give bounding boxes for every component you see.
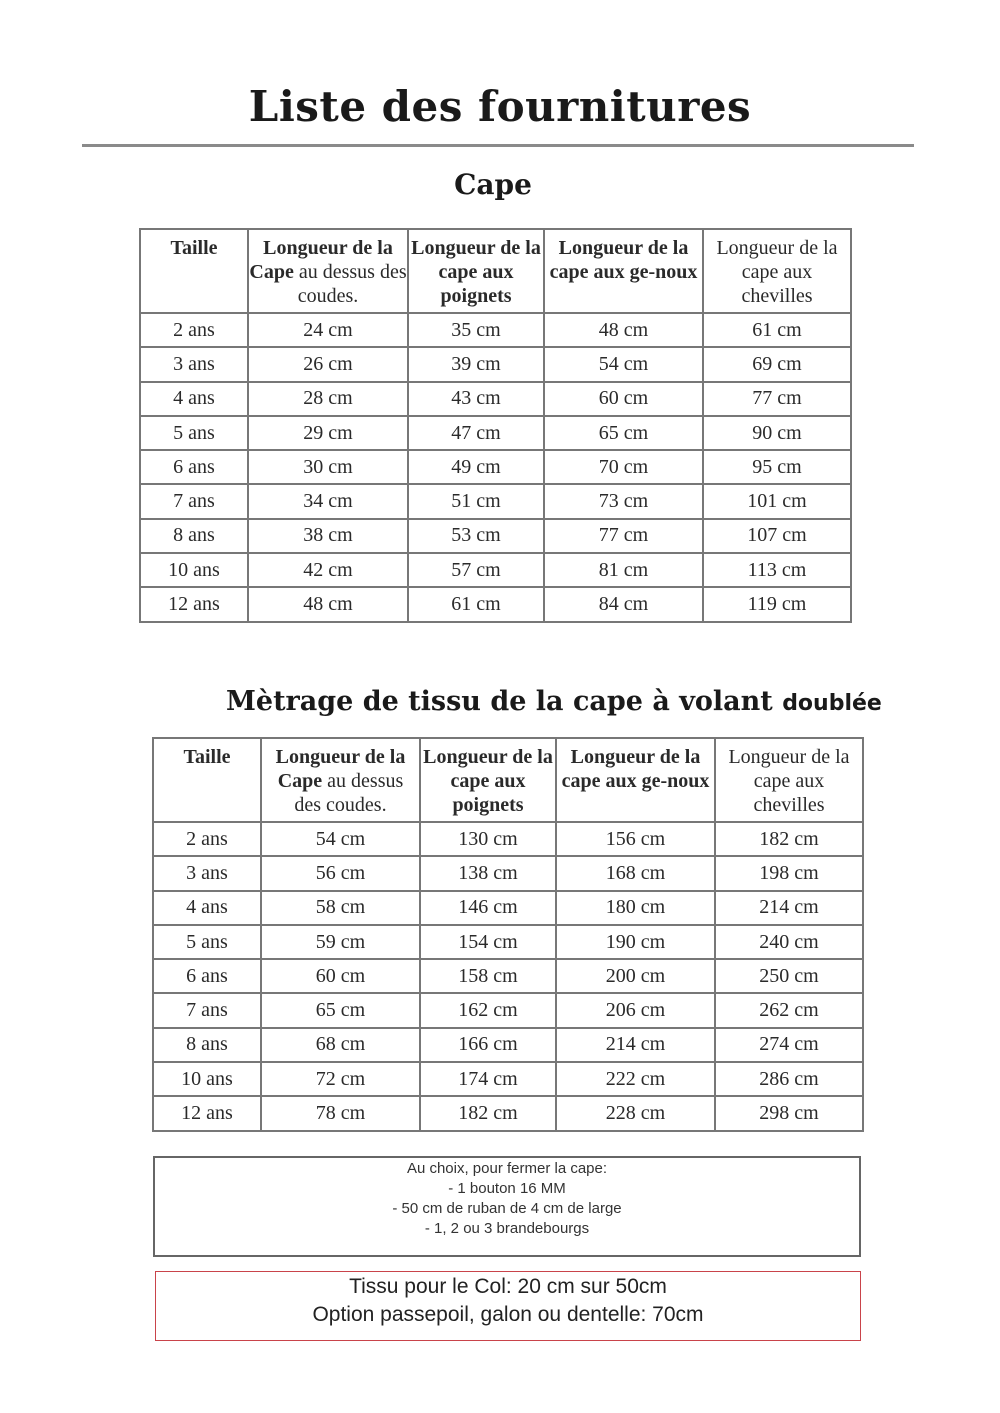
size-cell: 4 ans <box>140 382 248 416</box>
length-cell: 42 cm <box>248 553 408 587</box>
note-line: Option passepoil, galon ou dentelle: 70cm <box>312 1303 704 1326</box>
table-row <box>153 993 863 1027</box>
table-header-row <box>140 229 851 313</box>
table-row <box>140 587 851 621</box>
note-line: - 1, 2 ou 3 brandebourgs <box>424 1220 590 1237</box>
cape-size-table <box>139 228 852 623</box>
length-cell: 222 cm <box>556 1062 715 1096</box>
length-cell: 190 cm <box>556 925 715 959</box>
size-cell: 7 ans <box>140 484 248 518</box>
length-cell: 24 cm <box>248 313 408 347</box>
length-cell: 73 cm <box>544 484 703 518</box>
length-cell: 107 cm <box>703 519 851 553</box>
table-row <box>140 382 851 416</box>
table-row <box>140 347 851 381</box>
length-cell: 166 cm <box>420 1028 556 1062</box>
header-col1-rest: au dessus des coudes. <box>293 261 407 307</box>
size-cell: 5 ans <box>153 925 261 959</box>
header-col1 <box>261 738 420 822</box>
size-cell: 2 ans <box>140 313 248 347</box>
length-cell: 69 cm <box>703 347 851 381</box>
length-cell: 65 cm <box>261 993 420 1027</box>
length-cell: 200 cm <box>556 959 715 993</box>
header-col2: Longueur de la cape aux poignets <box>420 738 556 822</box>
table-header-row <box>153 738 863 822</box>
length-cell: 90 cm <box>703 416 851 450</box>
size-cell: 3 ans <box>153 856 261 890</box>
header-col3: Longueur de la cape aux ge-noux <box>544 229 703 313</box>
size-cell: 8 ans <box>153 1028 261 1062</box>
length-cell: 30 cm <box>248 450 408 484</box>
table-row <box>153 959 863 993</box>
size-cell: 6 ans <box>153 959 261 993</box>
size-cell: 10 ans <box>153 1062 261 1096</box>
length-cell: 26 cm <box>248 347 408 381</box>
header-col1 <box>248 229 408 313</box>
length-cell: 61 cm <box>408 587 544 621</box>
header-col1-bold: Longueur de la Cape <box>249 237 393 283</box>
table-row <box>153 822 863 856</box>
length-cell: 57 cm <box>408 553 544 587</box>
length-cell: 38 cm <box>248 519 408 553</box>
length-cell: 72 cm <box>261 1062 420 1096</box>
length-cell: 130 cm <box>420 822 556 856</box>
length-cell: 240 cm <box>715 925 863 959</box>
header-col4: Longueur de la cape aux chevilles <box>715 738 863 822</box>
table-row <box>153 856 863 890</box>
length-cell: 168 cm <box>556 856 715 890</box>
length-cell: 262 cm <box>715 993 863 1027</box>
note-line: - 50 cm de ruban de 4 cm de large <box>392 1200 622 1217</box>
length-cell: 298 cm <box>715 1096 863 1130</box>
header-col2: Longueur de la cape aux poignets <box>408 229 544 313</box>
length-cell: 84 cm <box>544 587 703 621</box>
length-cell: 286 cm <box>715 1062 863 1096</box>
table-row <box>140 450 851 484</box>
length-cell: 68 cm <box>261 1028 420 1062</box>
length-cell: 113 cm <box>703 553 851 587</box>
length-cell: 119 cm <box>703 587 851 621</box>
table-row <box>140 484 851 518</box>
header-col1-bold: Longueur de la Cape <box>275 746 406 792</box>
header-col1-rest: au dessus des coudes. <box>294 770 404 816</box>
length-cell: 77 cm <box>544 519 703 553</box>
length-cell: 60 cm <box>261 959 420 993</box>
length-cell: 54 cm <box>261 822 420 856</box>
length-cell: 101 cm <box>703 484 851 518</box>
table-row <box>140 313 851 347</box>
note-line: Tissu pour le Col: 20 cm sur 50cm <box>349 1275 667 1298</box>
length-cell: 78 cm <box>261 1096 420 1130</box>
length-cell: 39 cm <box>408 347 544 381</box>
cape-table-body <box>140 313 851 622</box>
length-cell: 77 cm <box>703 382 851 416</box>
table-row <box>153 1096 863 1130</box>
length-cell: 65 cm <box>544 416 703 450</box>
length-cell: 70 cm <box>544 450 703 484</box>
header-col4: Longueur de la cape aux chevilles <box>703 229 851 313</box>
closure-options-note <box>153 1156 861 1257</box>
size-cell: 4 ans <box>153 891 261 925</box>
length-cell: 48 cm <box>248 587 408 621</box>
length-cell: 182 cm <box>715 822 863 856</box>
length-cell: 56 cm <box>261 856 420 890</box>
metrage-table-body <box>153 822 863 1131</box>
length-cell: 182 cm <box>420 1096 556 1130</box>
length-cell: 198 cm <box>715 856 863 890</box>
size-cell: 5 ans <box>140 416 248 450</box>
length-cell: 51 cm <box>408 484 544 518</box>
table-row <box>140 416 851 450</box>
length-cell: 47 cm <box>408 416 544 450</box>
length-cell: 34 cm <box>248 484 408 518</box>
length-cell: 154 cm <box>420 925 556 959</box>
size-cell: 2 ans <box>153 822 261 856</box>
length-cell: 61 cm <box>703 313 851 347</box>
length-cell: 228 cm <box>556 1096 715 1130</box>
length-cell: 49 cm <box>408 450 544 484</box>
table-row <box>153 1028 863 1062</box>
length-cell: 180 cm <box>556 891 715 925</box>
length-cell: 58 cm <box>261 891 420 925</box>
title-divider <box>82 144 914 147</box>
note-line: - 1 bouton 16 MM <box>448 1180 566 1197</box>
length-cell: 162 cm <box>420 993 556 1027</box>
length-cell: 274 cm <box>715 1028 863 1062</box>
length-cell: 53 cm <box>408 519 544 553</box>
size-cell: 12 ans <box>140 587 248 621</box>
length-cell: 146 cm <box>420 891 556 925</box>
length-cell: 59 cm <box>261 925 420 959</box>
length-cell: 43 cm <box>408 382 544 416</box>
length-cell: 250 cm <box>715 959 863 993</box>
length-cell: 28 cm <box>248 382 408 416</box>
collar-fabric-note <box>155 1271 861 1341</box>
length-cell: 214 cm <box>715 891 863 925</box>
length-cell: 35 cm <box>408 313 544 347</box>
length-cell: 54 cm <box>544 347 703 381</box>
size-cell: 7 ans <box>153 993 261 1027</box>
size-cell: 12 ans <box>153 1096 261 1130</box>
note-line: Au choix, pour fermer la cape: <box>406 1160 608 1177</box>
size-cell: 10 ans <box>140 553 248 587</box>
metrage-size-table <box>152 737 864 1132</box>
header-col3: Longueur de la cape aux ge-noux <box>556 738 715 822</box>
size-cell: 8 ans <box>140 519 248 553</box>
length-cell: 206 cm <box>556 993 715 1027</box>
table-row <box>140 553 851 587</box>
header-taille: Taille <box>153 738 261 822</box>
length-cell: 60 cm <box>544 382 703 416</box>
header-taille: Taille <box>140 229 248 313</box>
length-cell: 95 cm <box>703 450 851 484</box>
length-cell: 156 cm <box>556 822 715 856</box>
metrage-title-main: Mètrage de tissu de la cape à volant <box>226 686 773 717</box>
length-cell: 138 cm <box>420 856 556 890</box>
length-cell: 81 cm <box>544 553 703 587</box>
table-row <box>140 519 851 553</box>
table-row <box>153 891 863 925</box>
cape-section-title: Cape <box>454 168 532 201</box>
size-cell: 6 ans <box>140 450 248 484</box>
length-cell: 48 cm <box>544 313 703 347</box>
metrage-section-title <box>226 686 882 717</box>
table-row <box>153 1062 863 1096</box>
length-cell: 29 cm <box>248 416 408 450</box>
page-title: Liste des fournitures <box>248 82 752 131</box>
size-cell: 3 ans <box>140 347 248 381</box>
length-cell: 214 cm <box>556 1028 715 1062</box>
length-cell: 158 cm <box>420 959 556 993</box>
metrage-title-suffix: doublée <box>782 691 882 716</box>
length-cell: 174 cm <box>420 1062 556 1096</box>
table-row <box>153 925 863 959</box>
